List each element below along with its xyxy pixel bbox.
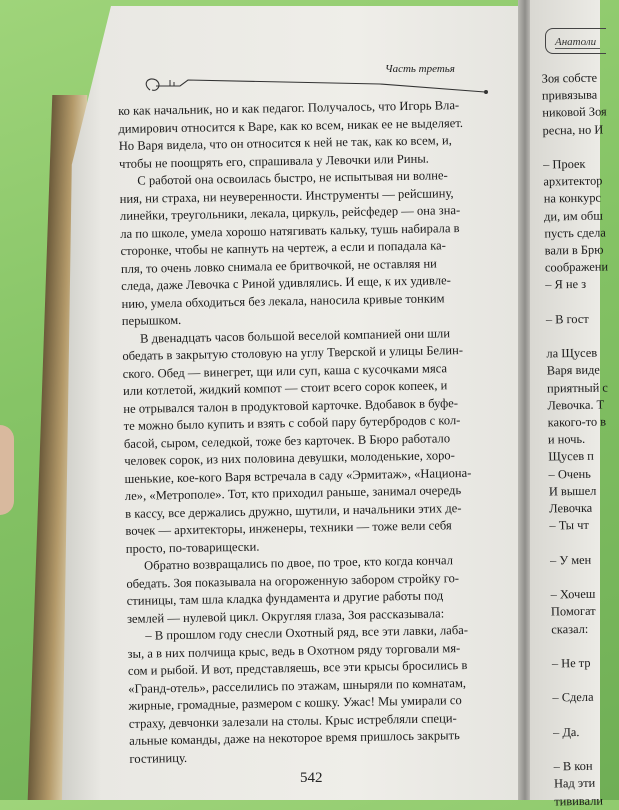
text-line: Обратно возвращались по двое, по трое, кто когда кончал — [143, 553, 454, 573]
right-text-line — [546, 328, 606, 346]
text-line: Но Варя видела, что он относится к ней не так, как ко всем, и, — [118, 133, 452, 153]
running-head: Часть третья — [385, 63, 455, 75]
right-text-line: ла Щусев — [546, 345, 598, 361]
text-line: землей — нулевой цикл. Округляя глаза, Зоя рассказывала: — [126, 605, 445, 626]
right-text-line: – Да. — [552, 724, 580, 740]
text-line: шенькие, кое-кого Варя встречала в саду «Эрмитаж», «Национа- — [124, 465, 472, 486]
text-line: нию, умела обходиться без лекала, наносила кривые тонким — [121, 290, 445, 311]
text-line: ния, ни страха, ни неуверенности. Инструменты — рейсшину, — [119, 185, 454, 206]
right-text-line: И вышел — [548, 483, 597, 499]
page-body — [118, 96, 530, 768]
right-text-line: – Сдела — [552, 690, 594, 705]
text-line: ла по школе, умела хорошо натягивать кальку, тушь набирала в — [120, 220, 460, 241]
text-line: те можно было купить и взять с собой пару бутербродов с кол- — [123, 413, 461, 433]
text-line: чтобы не поощрять его, спрашивала у Левочки или Рины. — [118, 151, 429, 171]
text-line: – В прошлом году снесли Охотный ряд, все эти лавки, лаба- — [145, 622, 469, 643]
page-number: 542 — [300, 770, 323, 786]
right-text-line — [553, 706, 613, 724]
paragraph — [122, 323, 526, 557]
right-text-line: – У мен — [549, 552, 592, 568]
right-text-line: какого-то в — [547, 414, 607, 430]
right-text-line — [550, 568, 610, 586]
text-line: «Гранд-отель», расселились по этажам, шныряли по комнатам, — [128, 675, 467, 696]
text-line: зы, а в них полчища крыс, ведь в Охотном ряду торговали мя- — [127, 640, 461, 661]
right-text-line: архитектор — [543, 173, 603, 189]
right-text-line — [551, 637, 611, 655]
paragraph — [118, 96, 519, 173]
right-text-line: – Проек — [543, 156, 586, 172]
right-text-line: тививали — [554, 793, 604, 808]
text-line: стиницы, там шла кладка фундамента и другие работы под — [126, 588, 444, 608]
text-line: в кассу, все держались дружно, шутили, и начальники этих де- — [125, 500, 462, 521]
right-text-line: Варя виде — [546, 363, 600, 378]
right-text-line: – Я не з — [545, 277, 587, 292]
right-text-line: никовой Зоя — [542, 104, 607, 120]
right-text-line — [543, 138, 603, 156]
right-text-line — [550, 534, 610, 552]
text-line: гостиницу. — [129, 750, 188, 766]
right-text-line: – Ты чт — [549, 518, 589, 533]
text-line: обедать в закрытую столовую на углу Тверской и улицы Белин- — [122, 343, 464, 363]
text-line: басой, сыром, селедкой, тоже без карточек. В Бюро работало — [123, 430, 451, 451]
text-line: страху, девчонки залезали на столы. Крыс истребляли специ- — [128, 710, 457, 731]
right-text-line — [553, 740, 613, 758]
right-text-line: – В гост — [545, 311, 589, 327]
text-line: ле», «Метрополе». Тот, кто приходил раньше, занимал очередь — [124, 483, 462, 503]
right-text-line: – Не тр — [551, 655, 591, 671]
right-text-line: – Хочеш — [550, 586, 596, 602]
text-line: вочек — архитекторы, инженеры, техники — тоже вели себя — [125, 518, 452, 538]
right-page-text — [542, 70, 615, 810]
right-text-line: Над эти — [553, 776, 596, 791]
text-line: следа, даже Левочка с Риной удивлялись. И еще, к их удивле- — [121, 273, 451, 293]
right-text-line: Левочка. Т — [547, 397, 605, 413]
text-line: обедать. Зоя показывала на огороженную забором стройку го- — [126, 570, 460, 591]
text-line: димирович относится к Варе, как ко всем, никак ее не выделяет. — [118, 115, 464, 136]
text-line: сом и рыбой. И вот, представляешь, все эти крысы бросились в — [127, 657, 468, 678]
text-line: С работой она освоилась быстро, не испытывая ни волне- — [137, 168, 448, 188]
text-line: или котлетой, жидкий компот — стоит всего сорок копеек, и — [122, 378, 448, 398]
right-text-line: Зоя собсте — [541, 70, 598, 86]
text-line: ского. Обед — винегрет, щи или суп, каша с кусочками мяса — [122, 360, 448, 381]
right-text-line — [552, 672, 612, 690]
paragraph — [119, 166, 522, 330]
right-text-line: сказал: — [551, 621, 589, 636]
finger — [0, 425, 14, 515]
paragraph — [127, 621, 529, 768]
right-text-line: – Очень — [548, 466, 591, 482]
text-line: пля, то очень ловко снимала ее бритвочкой, не оставляя ни — [120, 255, 437, 276]
text-line: альные команды, даже на некоторое время пришлось закрыть — [129, 728, 460, 748]
right-text-line: привязыва — [541, 87, 598, 103]
right-text-line: соображени — [544, 259, 609, 275]
right-text-line: Помогат — [550, 604, 596, 619]
text-line: сторонке, чтобы не капнуть на чертеж, а если и попадала ка- — [120, 238, 447, 258]
right-text-line: вали в Брю — [544, 242, 604, 258]
right-text-line: Щусев п — [548, 449, 594, 464]
text-line: не отрывался талон в продуктовой карточке. Вдобавок в буфе- — [123, 395, 459, 416]
right-text-line: – В кон — [553, 758, 593, 774]
right-text-line: ди, им обш — [543, 208, 603, 224]
text-line: просто, по-товарищески. — [125, 539, 260, 556]
text-line: ко как начальник, но и как педагог. Получалось, что Игорь Вла- — [118, 98, 460, 118]
right-running-head: Анатоли — [555, 36, 600, 49]
text-line: перышком. — [121, 312, 182, 328]
paragraph — [126, 551, 527, 628]
text-line: В двенадцать часов большой веселой компанией они шли — [139, 325, 451, 346]
text-line: человек сорок, из них половина девушки, молоденькие, хоро- — [124, 448, 455, 468]
right-text-line — [545, 293, 605, 311]
right-text-line: приятный с — [546, 380, 608, 396]
right-text-line: Левочка — [549, 500, 593, 516]
right-text-line: ресна, но И — [542, 122, 604, 138]
right-text-line: пусть сдела — [544, 225, 606, 241]
text-line: линейки, треугольники, лекала, циркуль, рейсфедер — она зна- — [119, 203, 461, 223]
right-text-line: и ночь. — [547, 432, 586, 447]
right-text-line: на конкурс — [543, 190, 602, 206]
text-line: жирные, громадные, размером с кошку. Ужас! Мы умирали со — [128, 693, 462, 713]
